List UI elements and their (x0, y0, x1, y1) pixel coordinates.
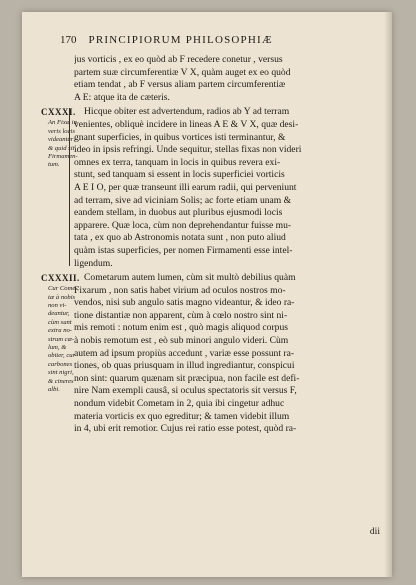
text-line: stunt, sed tanquam si essent in locis superficiei vorticis (74, 169, 285, 181)
text-line: apparere. Quæ loca, cùm non deprehendantur fuisse mu- (74, 219, 292, 231)
note-line: lum, & (48, 343, 67, 351)
page-number: 170 (60, 34, 77, 46)
text-line: tiones, ob quas priusquam in illud ingrediantur, conspicui (74, 360, 295, 372)
text-line: nondum videbit Cometam in 2, quia ibi cingetur adhuc (74, 398, 285, 410)
section-number: CXXXII. (41, 273, 80, 284)
text-line: Fixarum , non satis habet virium ad oculos nostros mo- (74, 284, 286, 296)
note-line: carbones (48, 360, 73, 368)
text-line: tata , ex quo ab Astronomis notata sunt , non puto aliud (74, 232, 286, 244)
text-line: vendos, nisi sub angulo satis magno videantur, & ideo ra- (74, 297, 295, 309)
text-line: partem suæ circumferentiæ V X, quàm auget ex eo quòd (74, 66, 291, 78)
text-line: A E I O, per quæ transeunt illi earum radii, qui perveniunt (74, 181, 297, 193)
note-line: albi. (48, 385, 60, 393)
text-line: in 4, ubi erit remotior. Cujus rei ratio esse potest, quòd ra- (74, 423, 297, 435)
text-line: materia vorticis ex quo egreditur; & tamen videbit illum (74, 410, 290, 422)
note-line: deantur, (48, 310, 70, 318)
note-line: Firmamen- (48, 153, 78, 160)
note-line: tæ à nobis (48, 293, 76, 301)
text-line: à nobis remotum est , eò sub minori angulo videri. Cùm (74, 335, 289, 347)
text-line: venientes, obliquè incidere in lineas A E & V X, quæ desi- (74, 118, 299, 130)
text-line: ideo in ipsis refringi. Unde sequitur, stellas fixas non videri (74, 144, 302, 156)
text-line: tione distantiæ non apparent, cùm à cœlo nostro sint ni- (74, 309, 288, 321)
text-line: gnant superficies, in quibus vortices isti terminantur, & (74, 131, 286, 143)
note-line: cùm sunt (48, 318, 72, 326)
note-line: veris locis (48, 127, 75, 135)
running-header (60, 34, 380, 46)
text-line: mis remoti : notum enim est , quò magis aliquod corpus (74, 322, 288, 334)
marginal-note (48, 285, 78, 394)
section-132 (41, 272, 384, 436)
text-line: ad terram, sive ad viciniam Solis; ac forte etiam unam & (74, 194, 292, 206)
note-line: tum. (48, 161, 60, 169)
text-line: jus vorticis , ex eo quòd ab F recedere conetur , versus (74, 54, 283, 65)
text-line: Hicque obiter est advertendum, radios ab Y ad terram (84, 106, 290, 118)
text-line: Cometarum autem lumen, cùm sit multò debilius quàm (84, 272, 296, 284)
page-edge-shading (384, 12, 392, 577)
text-line: etiam tendat , ab F versus aliam partem circumferentiæ (74, 79, 286, 91)
paragraph-continuation (74, 54, 384, 104)
note-line: An Fixæ in (48, 119, 77, 127)
text-line: eandem stellam, in duobus aut pluribus ejusmodi locis (74, 207, 283, 219)
note-line: obiter, cur (48, 352, 76, 360)
note-line: & quid sit (48, 144, 75, 152)
section-number: CXXXI. (41, 107, 76, 118)
note-line: Cur Come- (48, 285, 78, 293)
text-line: ligendum. (74, 257, 113, 269)
text-line: non sint: quarum quænam sit præcipua, non facile est defi- (74, 372, 300, 384)
book-page (22, 12, 392, 577)
note-line: non vi- (48, 301, 67, 309)
note-line: & cineres (48, 377, 74, 385)
text-line: autem ad ipsum propiùs accedunt , variæ esse possunt ra- (74, 347, 295, 359)
text-line: nire Nam exempli causâ, si oculus spectatoris sit versus F, (74, 385, 297, 397)
note-line: videantur: (48, 136, 76, 144)
text-line: omnes ex terra, tanquam in locis in quibus revera exi- (74, 156, 281, 168)
text-line: quàm istas superficies, per nomen Firmamenti esse intel- (74, 244, 293, 256)
running-title: PRINCIPIORUM PHILOSOPHIÆ (88, 34, 273, 46)
note-line: strum cæ- (48, 335, 75, 343)
catch-word: dii (369, 526, 380, 537)
body-text (41, 54, 384, 436)
note-line: extra no- (48, 327, 72, 335)
text-line: A E: atque ita de cæteris. (74, 91, 170, 103)
section-131 (41, 106, 384, 270)
note-line: sint nigri, (48, 369, 74, 377)
margin-bracket (69, 108, 74, 266)
